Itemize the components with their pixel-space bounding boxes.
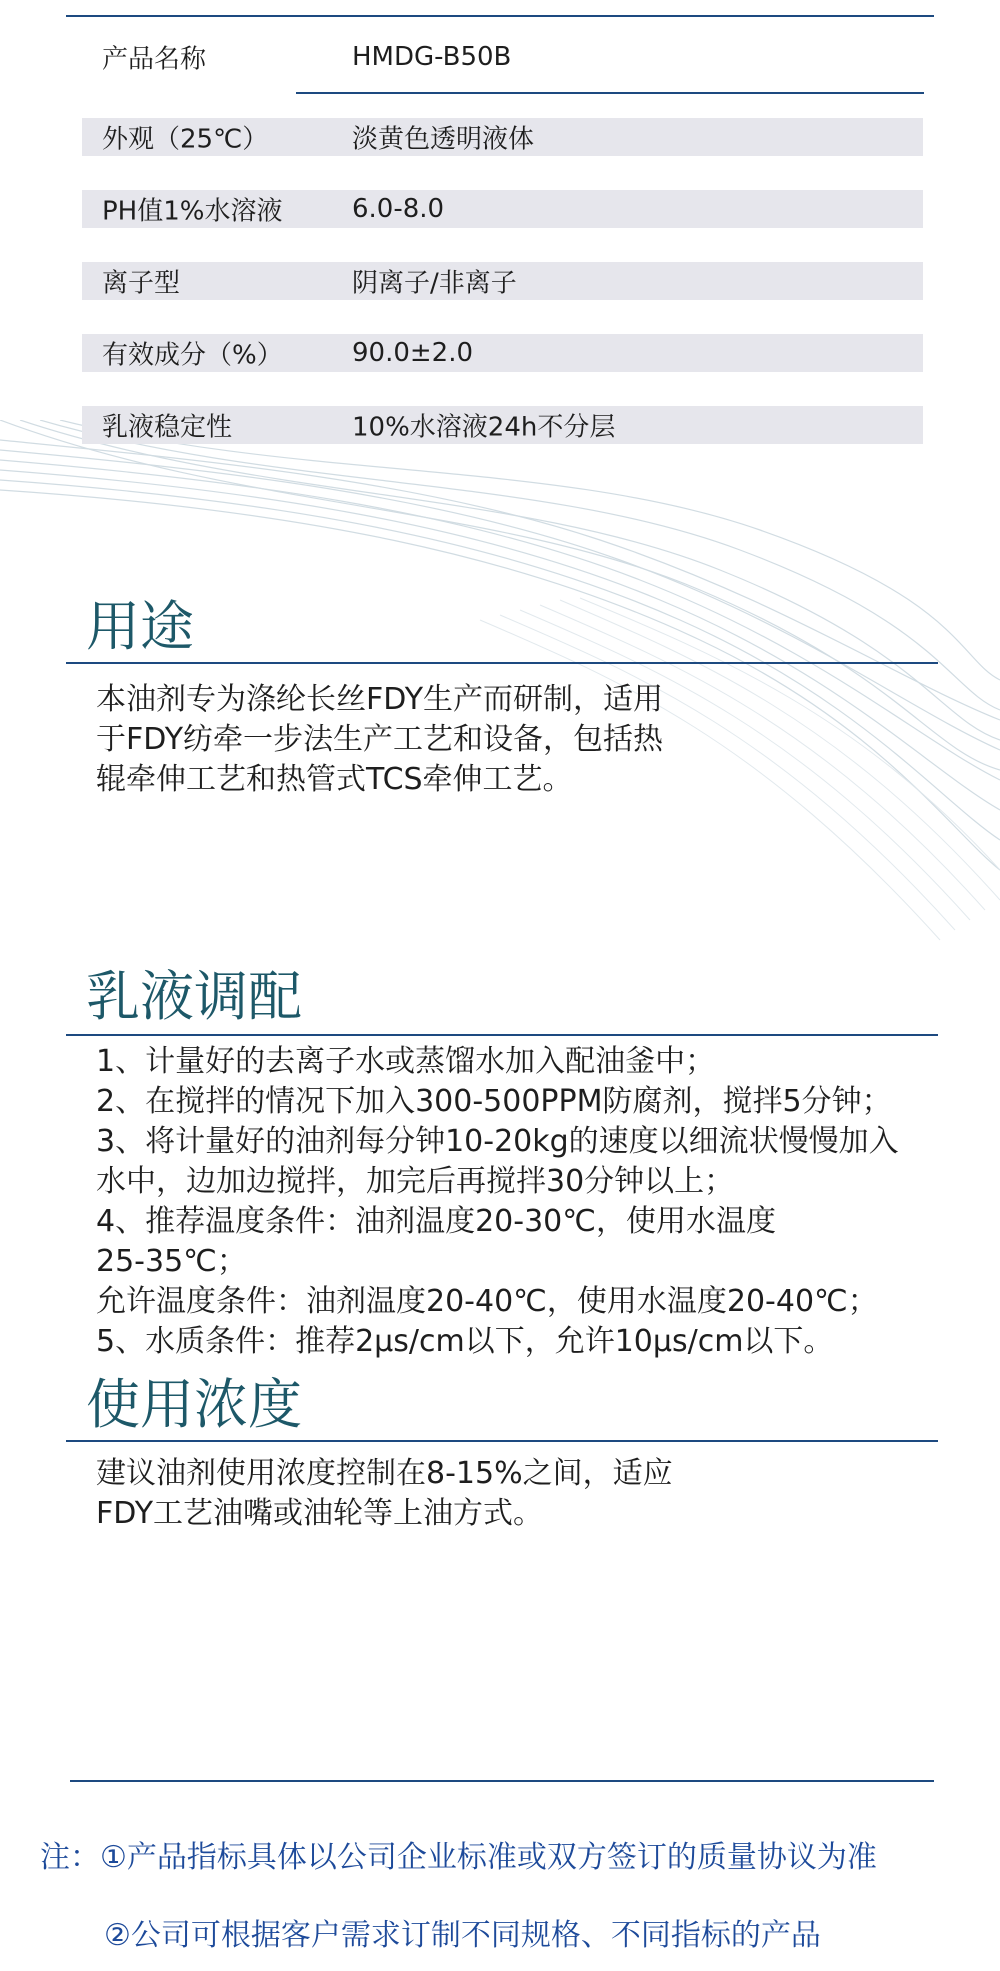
note-line-2: ②公司可根据客户需求订制不同规格、不同指标的产品 xyxy=(104,1918,821,1953)
spec-row-ph xyxy=(82,190,923,228)
section-divider xyxy=(66,662,938,664)
text-line: 于FDY纺牵一步法生产工艺和设备，包括热 xyxy=(96,722,664,757)
text-line: 4、推荐温度条件：油剂温度20-30℃，使用水温度 xyxy=(96,1204,776,1239)
text-line: 建议油剂使用浓度控制在8-15%之间，适应 xyxy=(96,1456,673,1491)
text-line: 允许温度条件：油剂温度20-40℃，使用水温度20-40℃； xyxy=(96,1284,878,1319)
emulsion-paragraph xyxy=(96,1042,899,1362)
text-line: 3、将计量好的油剂每分钟10-20kg的速度以细流状慢慢加入 xyxy=(96,1124,899,1159)
spec-value: HMDG-B50B xyxy=(352,42,512,72)
name-underline xyxy=(296,92,924,94)
spec-row-active-content xyxy=(82,334,923,372)
spec-label: 外观（25℃） xyxy=(102,124,269,155)
usage-paragraph xyxy=(96,680,663,800)
note-line-1: 注：①产品指标具体以公司企业标准或双方签订的质量协议为准 xyxy=(40,1840,877,1875)
spec-label: PH值1%水溶液 xyxy=(102,196,283,227)
section-divider xyxy=(66,1034,938,1036)
text-line: 1、计量好的去离子水或蒸馏水加入配油釜中； xyxy=(96,1044,716,1079)
text-line: 5、水质条件：推荐2μs/cm以下，允许10μs/cm以下。 xyxy=(96,1324,834,1359)
top-divider xyxy=(66,15,934,17)
footer-divider xyxy=(70,1780,934,1782)
concentration-paragraph xyxy=(96,1454,673,1534)
text-line: 辊牵伸工艺和热管式TCS牵伸工艺。 xyxy=(96,762,573,797)
spec-label: 产品名称 xyxy=(102,44,207,75)
text-line: 本油剂专为涤纶长丝FDY生产而研制，适用 xyxy=(96,682,664,717)
spec-value: 阴离子/非离子 xyxy=(352,268,517,299)
spec-label: 乳液稳定性 xyxy=(102,412,233,443)
text-line: 25-35℃； xyxy=(96,1244,247,1279)
section-title-usage: 用途 xyxy=(86,595,194,658)
section-title-emulsion: 乳液调配 xyxy=(86,965,302,1028)
spec-row-ionic-type xyxy=(82,262,923,300)
text-line: FDY工艺油嘴或油轮等上油方式。 xyxy=(96,1496,544,1531)
spec-row-product-name xyxy=(82,38,923,76)
spec-value: 10%水溶液24h不分层 xyxy=(352,412,616,443)
spec-label: 离子型 xyxy=(102,268,181,299)
text-line: 2、在搅拌的情况下加入300-500PPM防腐剂，搅拌5分钟； xyxy=(96,1084,892,1119)
spec-value: 6.0-8.0 xyxy=(352,194,445,224)
spec-row-emulsion-stability xyxy=(82,406,923,444)
section-divider xyxy=(66,1440,938,1442)
spec-label: 有效成分（%） xyxy=(102,340,283,371)
spec-value: 淡黄色透明液体 xyxy=(352,124,535,155)
text-line: 水中，边加边搅拌，加完后再搅拌30分钟以上； xyxy=(96,1164,735,1199)
section-title-concentration: 使用浓度 xyxy=(86,1373,302,1436)
spec-row-appearance xyxy=(82,118,923,156)
spec-value: 90.0±2.0 xyxy=(352,338,474,368)
